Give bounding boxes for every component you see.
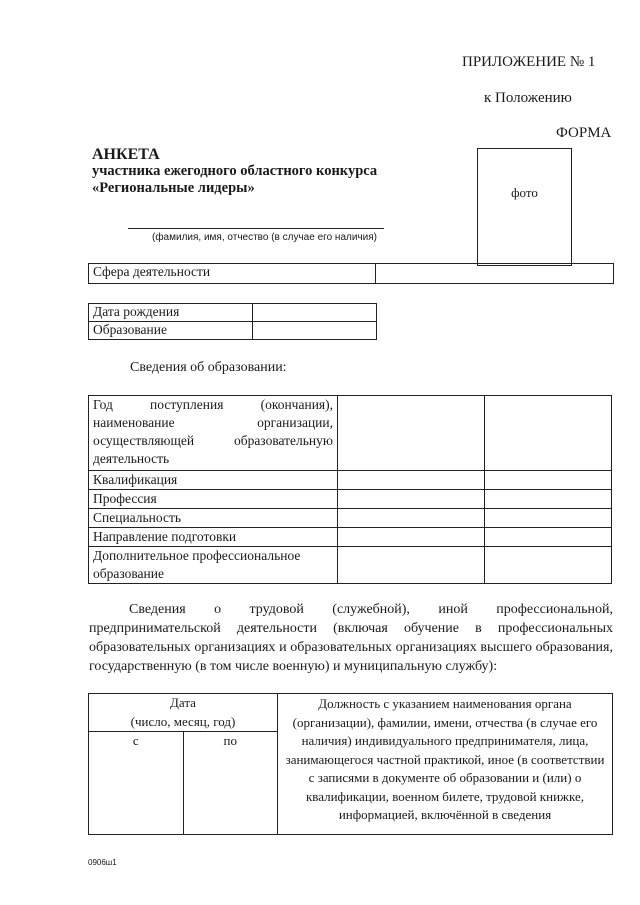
title-line-1: АНКЕТА bbox=[92, 146, 160, 163]
birth-date-field[interactable] bbox=[253, 304, 377, 322]
personal-table bbox=[88, 303, 377, 340]
birth-date-label: Дата рождения bbox=[89, 304, 253, 322]
work-paragraph-text: Сведения о трудовой (служебной), иной профессиональной, предпринимательской деятельности (включая обучение в профессиональных образовательных организациях и образовательных организациях высшего образования, государственную (в том числе военную) и муниципальную службу): bbox=[89, 602, 613, 674]
work-paragraph bbox=[89, 600, 613, 676]
edu-cell[interactable] bbox=[485, 396, 612, 471]
title-line-3: «Региональные лидеры» bbox=[92, 180, 255, 196]
date-to-header: по bbox=[183, 732, 278, 835]
edu-cell[interactable] bbox=[485, 490, 612, 509]
edu-row-label: Направление подготовки bbox=[89, 528, 338, 547]
appendix-label: ПРИЛОЖЕНИЕ № 1 bbox=[462, 54, 596, 70]
education-level-field[interactable] bbox=[253, 322, 377, 340]
edu-row-label: Дополнительное профессиональное образование bbox=[89, 547, 338, 584]
edu-cell[interactable] bbox=[338, 528, 485, 547]
photo-box[interactable] bbox=[477, 148, 572, 266]
education-level-label: Образование bbox=[89, 322, 253, 340]
education-heading: Сведения об образовании: bbox=[130, 360, 287, 375]
name-input-line[interactable] bbox=[128, 228, 384, 229]
edu-row-label: Профессия bbox=[89, 490, 338, 509]
name-caption: (фамилия, имя, отчество (в случае его наличия) bbox=[152, 232, 377, 243]
edu-cell[interactable] bbox=[485, 509, 612, 528]
sphere-table bbox=[88, 263, 614, 284]
edu-cell[interactable] bbox=[485, 471, 612, 490]
education-table bbox=[88, 395, 612, 584]
edu-cell[interactable] bbox=[485, 528, 612, 547]
form-label: ФОРМА bbox=[556, 125, 612, 141]
edu-row-label: Специальность bbox=[89, 509, 338, 528]
edu-cell[interactable] bbox=[338, 471, 485, 490]
edu-cell[interactable] bbox=[338, 396, 485, 471]
edu-cell[interactable] bbox=[338, 509, 485, 528]
document-title bbox=[92, 146, 377, 197]
title-line-2: участника ежегодного областного конкурса bbox=[92, 163, 378, 179]
sphere-field[interactable] bbox=[376, 264, 614, 284]
edu-row-label: Квалификация bbox=[89, 471, 338, 490]
edu-row-label: Год поступления (окончания), наименование организации, осуществляющей образовательную деятельность bbox=[89, 396, 338, 471]
regulation-label: к Положению bbox=[484, 90, 572, 106]
edu-cell[interactable] bbox=[485, 547, 612, 584]
footer-code: 0906ш1 bbox=[88, 858, 117, 867]
date-header: Дата (число, месяц, год) bbox=[89, 694, 278, 732]
position-header: Должность с указанием наименования органа (организации), фамилии, имени, отчества (в случае его наличия) индивидуального предпринимателя, лица, занимающегося частной практикой, иное (в соответствии с записями в документе об образовании и (или) о квалификации, военном билете, трудовой книжке, информацией, включённой в сведения bbox=[278, 694, 613, 835]
work-table bbox=[88, 693, 613, 835]
edu-cell[interactable] bbox=[338, 547, 485, 584]
edu-cell[interactable] bbox=[338, 490, 485, 509]
date-from-header: с bbox=[89, 732, 184, 835]
photo-label: фото bbox=[511, 185, 538, 200]
sphere-label: Сфера деятельности bbox=[89, 264, 376, 284]
